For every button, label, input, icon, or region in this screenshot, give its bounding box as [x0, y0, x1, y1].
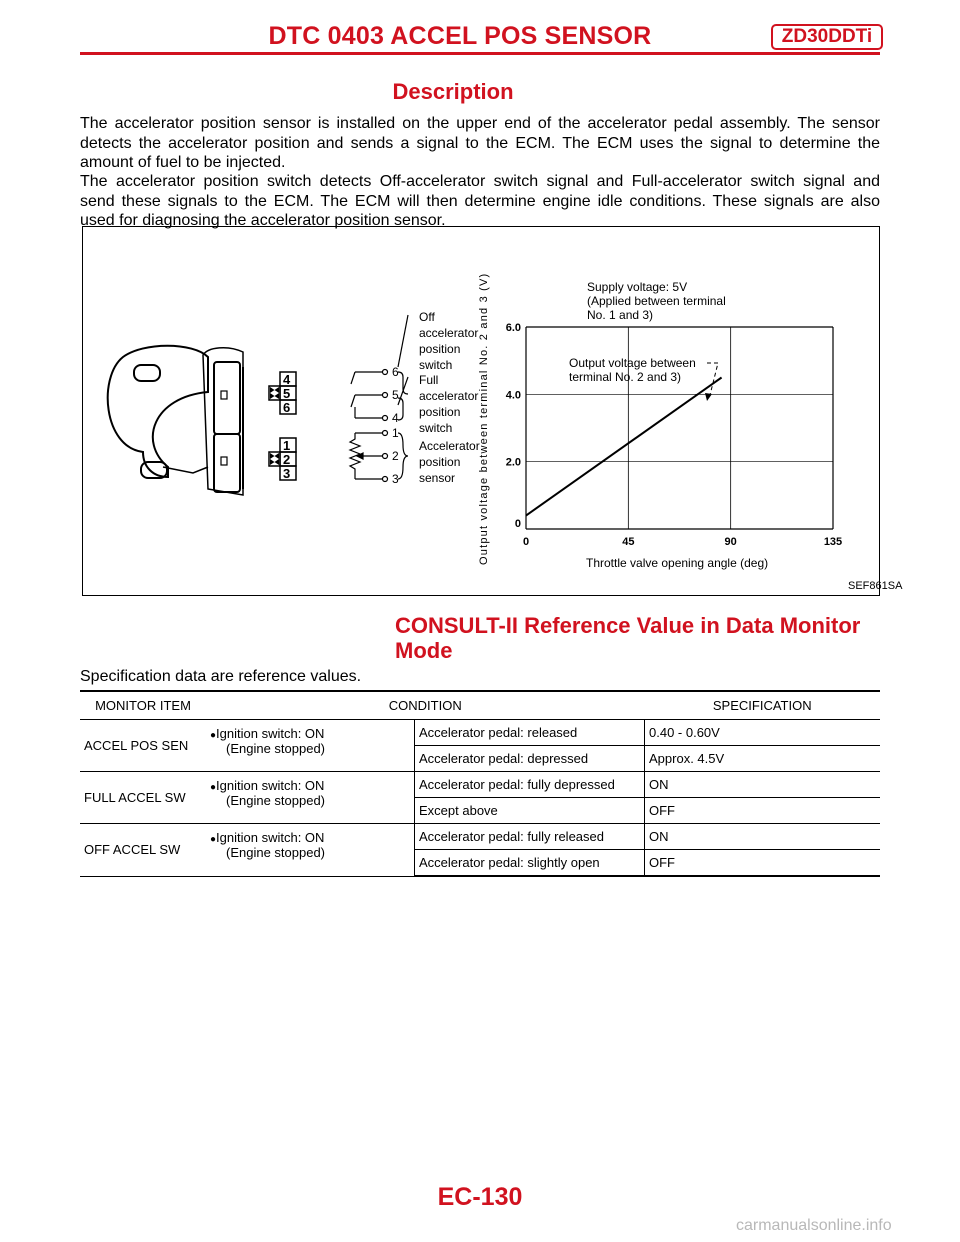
sub-condition: Accelerator pedal: depressed [415, 746, 645, 772]
terminal-labels [392, 365, 399, 486]
sensor-label: Accelerator [419, 439, 480, 453]
sensor-label: position [419, 455, 461, 469]
condition-text: (Engine stopped) [226, 793, 326, 808]
connector-upper [269, 372, 296, 415]
condition-main [206, 772, 415, 824]
off-switch-label: accelerator [419, 326, 479, 340]
x-tick-label: 90 [724, 536, 737, 548]
table-header-row [80, 691, 880, 720]
off-switch-label: Off [419, 310, 435, 324]
paragraph-line: send these signals to the ECM. The ECM will then determine engine idle conditions. These signals are also [80, 192, 880, 210]
terminal-number: 2 [392, 449, 399, 463]
description-paragraph-2 [80, 172, 880, 231]
terminal-number: 6 [392, 365, 399, 379]
bullet: ● [210, 782, 217, 793]
x-axis-title: Throttle valve opening angle (deg) [586, 556, 769, 570]
connector-lower [269, 438, 296, 481]
reference-value-table [80, 690, 880, 877]
supply-note-line: No. 1 and 3) [587, 308, 654, 322]
x-tick-label: 0 [522, 536, 530, 548]
y-tick-label: 6.0 [505, 322, 521, 334]
sub-condition: Accelerator pedal: released [415, 720, 645, 746]
table-row [80, 720, 880, 746]
header-rule [80, 52, 880, 55]
header-condition: CONDITION [206, 691, 645, 720]
terminal-number: 5 [392, 388, 399, 402]
monitor-item: OFF ACCEL SW [80, 824, 206, 877]
terminal-number: 3 [392, 472, 399, 486]
specification-value: OFF [645, 798, 881, 824]
y-axis-title: Output voltage between terminal No. 2 and 3 (V) [478, 272, 490, 565]
x-tick-label: 45 [622, 536, 635, 548]
consult-title [395, 613, 875, 663]
consult-title-line: CONSULT-II Reference Value in Data Monitor [395, 613, 861, 638]
pin-label: 5 [283, 386, 291, 401]
page-number: EC-130 [437, 1183, 523, 1211]
description-title: Description [392, 79, 514, 104]
supply-note-line: (Applied between terminal [587, 294, 726, 308]
voltage-series-line [526, 378, 722, 516]
supply-annotation [587, 280, 726, 322]
consult-subtitle: Specification data are reference values. [80, 668, 362, 685]
condition-text: Ignition switch: ON [216, 830, 325, 845]
paragraph-line: The accelerator position switch detects Off-accelerator switch signal and Full-accelerator switch signal and [80, 173, 880, 190]
condition-text: Ignition switch: ON [216, 726, 325, 741]
terminal-number: 1 [392, 426, 399, 440]
page-header-title: DTC 0403 ACCEL POS SENSOR [268, 22, 652, 50]
condition-main [206, 720, 415, 772]
sensor-figure-svg [83, 227, 903, 595]
watermark: carmanualsonline.info [736, 1217, 892, 1234]
header-specification: SPECIFICATION [645, 691, 881, 720]
description-paragraph-1 [80, 114, 880, 173]
specification-value: Approx. 4.5V [645, 746, 881, 772]
paragraph-line: used for diagnosing the accelerator position sensor. [80, 212, 446, 229]
off-switch-label: position [419, 342, 461, 356]
sub-condition: Accelerator pedal: fully depressed [415, 772, 645, 798]
bullet: ● [210, 730, 217, 741]
consult-title-line: Mode [395, 638, 453, 663]
condition-text: Ignition switch: ON [216, 778, 325, 793]
output-note-line: Output voltage between [569, 356, 696, 370]
specification-value: 0.40 - 0.60V [645, 720, 881, 746]
condition-main [206, 824, 415, 877]
terminal-number: 4 [392, 411, 399, 425]
voltage-chart [478, 273, 842, 570]
pin-label: 1 [283, 438, 291, 453]
sub-condition: Accelerator pedal: fully released [415, 824, 645, 850]
y-tick-label: 0 [514, 518, 521, 530]
table-row [80, 824, 880, 850]
pin-label: 4 [283, 372, 291, 387]
specification-value: ON [645, 824, 881, 850]
pin-label: 3 [283, 466, 291, 481]
specification-value: OFF [645, 850, 881, 877]
sensor-label: sensor [419, 471, 456, 485]
full-switch-label: switch [419, 421, 453, 435]
y-tick-label: 2.0 [505, 456, 521, 469]
y-tick-label: 4.0 [505, 389, 521, 402]
figure-code: SEF861SA [848, 580, 903, 592]
header-monitor-item: MONITOR ITEM [80, 691, 206, 720]
condition-text: (Engine stopped) [226, 845, 326, 860]
sensor-figure [82, 226, 903, 596]
paragraph-line: The accelerator position sensor is installed on the upper end of the accelerator pedal assembly. The sensor [80, 115, 880, 132]
x-tick-label: 135 [823, 536, 843, 548]
condition-text: (Engine stopped) [226, 741, 326, 756]
off-switch-label: switch [419, 358, 453, 372]
full-switch-label: accelerator [419, 389, 479, 403]
monitor-item: ACCEL POS SEN [80, 720, 206, 772]
pin-label: 2 [283, 452, 291, 467]
specification-value: ON [645, 772, 881, 798]
full-switch-label: Full [419, 373, 439, 387]
engine-code-badge: ZD30DDTi [771, 24, 883, 50]
monitor-item: FULL ACCEL SW [80, 772, 206, 824]
output-note-line: terminal No. 2 and 3) [569, 370, 682, 384]
supply-note-line: Supply voltage: 5V [587, 280, 688, 294]
switch-schematic [350, 315, 408, 482]
sub-condition: Accelerator pedal: slightly open [415, 850, 645, 877]
table-row [80, 772, 880, 798]
bullet: ● [210, 834, 217, 845]
pin-label: 6 [283, 400, 291, 415]
full-switch-label: position [419, 405, 461, 419]
paragraph-line: amount of fuel to be injected. [80, 154, 286, 171]
paragraph-line: detects the accelerator position and sends a signal to the ECM. The ECM uses the signal to determine the [80, 134, 880, 152]
sensor-body-drawing [108, 346, 243, 495]
component-labels [419, 310, 480, 485]
sub-condition: Except above [415, 798, 645, 824]
